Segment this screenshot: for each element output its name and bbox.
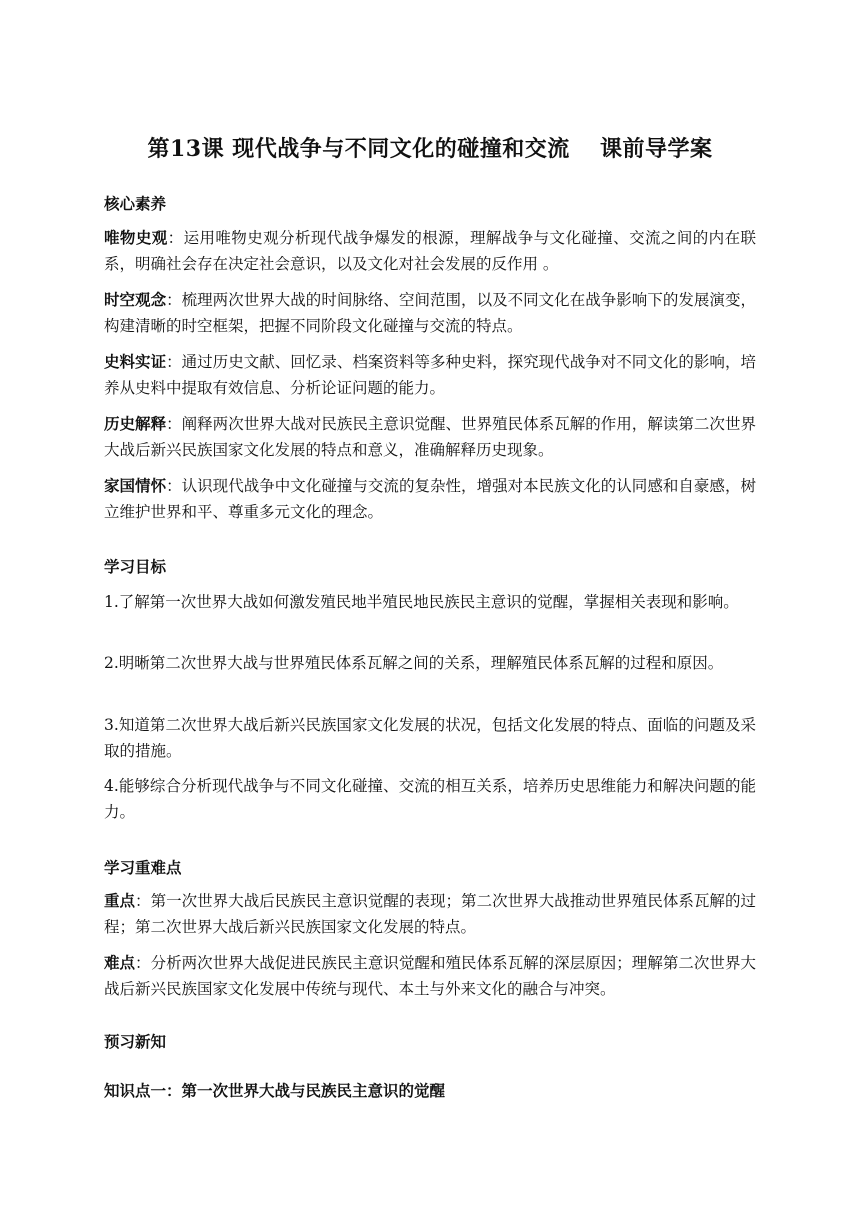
item-label: 历史解释 xyxy=(104,414,167,433)
item-label: 史料实证 xyxy=(104,352,167,371)
item-separator: ： xyxy=(166,477,182,495)
page-title xyxy=(104,132,756,163)
item-separator: ： xyxy=(166,291,182,309)
title-lesson-number: 第13课 xyxy=(147,136,225,162)
objective-item: 3.知道第二次世界大战后新兴民族国家文化发展的状况，包括文化发展的特点、面临的问题及采取的措施。 xyxy=(104,716,756,760)
section-heading-core-literacy: 核心素养 xyxy=(104,194,167,213)
section-heading-objectives: 学习目标 xyxy=(104,557,167,576)
item-separator: ： xyxy=(135,954,151,972)
item-text: 认识现代战争中文化碰撞与交流的复杂性，增强对本民族文化的认同感和自豪感，树立维护世界和平、尊重多元文化的理念。 xyxy=(104,477,756,521)
title-suffix: 课前导学案 xyxy=(599,136,713,162)
item-text: 运用唯物史观分析现代战争爆发的根源，理解战争与文化碰撞、交流之间的内在联系，明确社会存在决定社会意识，以及文化对社会发展的反作用 。 xyxy=(104,229,756,273)
core-literacy-item xyxy=(104,473,756,525)
title-main: 现代战争与不同文化的碰撞和交流 xyxy=(232,136,570,162)
core-literacy-item xyxy=(104,287,756,339)
objective-item: 4.能够综合分析现代战争与不同文化碰撞、交流的相互关系，培养历史思维能力和解决问题的能力。 xyxy=(104,777,756,821)
item-text: 梳理两次世界大战的时间脉络、空间范围，以及不同文化在战争影响下的发展演变，构建清晰的时空框架，把握不同阶段文化碰撞与交流的特点。 xyxy=(104,291,756,335)
item-separator: ： xyxy=(135,892,151,910)
objective-item: 1.了解第一次世界大战如何激发殖民地半殖民地民族民主意识的觉醒，掌握相关表现和影响。 xyxy=(104,593,739,611)
item-label: 重点 xyxy=(104,891,136,910)
item-separator: ： xyxy=(167,229,184,247)
section-heading-preview: 预习新知 xyxy=(104,1032,167,1051)
item-separator: ： xyxy=(166,415,182,433)
core-literacy-item xyxy=(104,349,756,401)
core-literacy-item xyxy=(104,411,756,463)
core-literacy-item xyxy=(104,225,756,277)
item-label: 时空观念 xyxy=(104,290,167,309)
item-label: 唯物史观 xyxy=(104,228,168,247)
item-text: 通过历史文献、回忆录、档案资料等多种史料，探究现代战争对不同文化的影响，培养从史料中提取有效信息、分析论证问题的能力。 xyxy=(104,353,756,397)
section-heading-key-points: 学习重难点 xyxy=(104,858,182,877)
item-text: 阐释两次世界大战对民族民主意识觉醒、世界殖民体系瓦解的作用，解读第二次世界大战后新兴民族国家文化发展的特点和意义，准确解释历史现象。 xyxy=(104,415,756,459)
key-point-item xyxy=(104,888,756,940)
item-label: 难点 xyxy=(104,953,136,972)
item-label: 家国情怀 xyxy=(104,476,167,495)
key-point-item xyxy=(104,950,756,1002)
item-text: 第一次世界大战后民族民主意识觉醒的表现；第二次世界大战推动世界殖民体系瓦解的过程；第二次世界大战后新兴民族国家文化发展的特点。 xyxy=(104,892,756,936)
item-text: 分析两次世界大战促进民族民主意识觉醒和殖民体系瓦解的深层原因；理解第二次世界大战后新兴民族国家文化发展中传统与现代、本土与外来文化的融合与冲突。 xyxy=(104,954,756,998)
item-separator: ： xyxy=(166,353,182,371)
objective-item: 2.明晰第二次世界大战与世界殖民体系瓦解之间的关系，理解殖民体系瓦解的过程和原因。 xyxy=(104,654,724,672)
knowledge-point-heading: 知识点一：第一次世界大战与民族民主意识的觉醒 xyxy=(104,1081,446,1100)
